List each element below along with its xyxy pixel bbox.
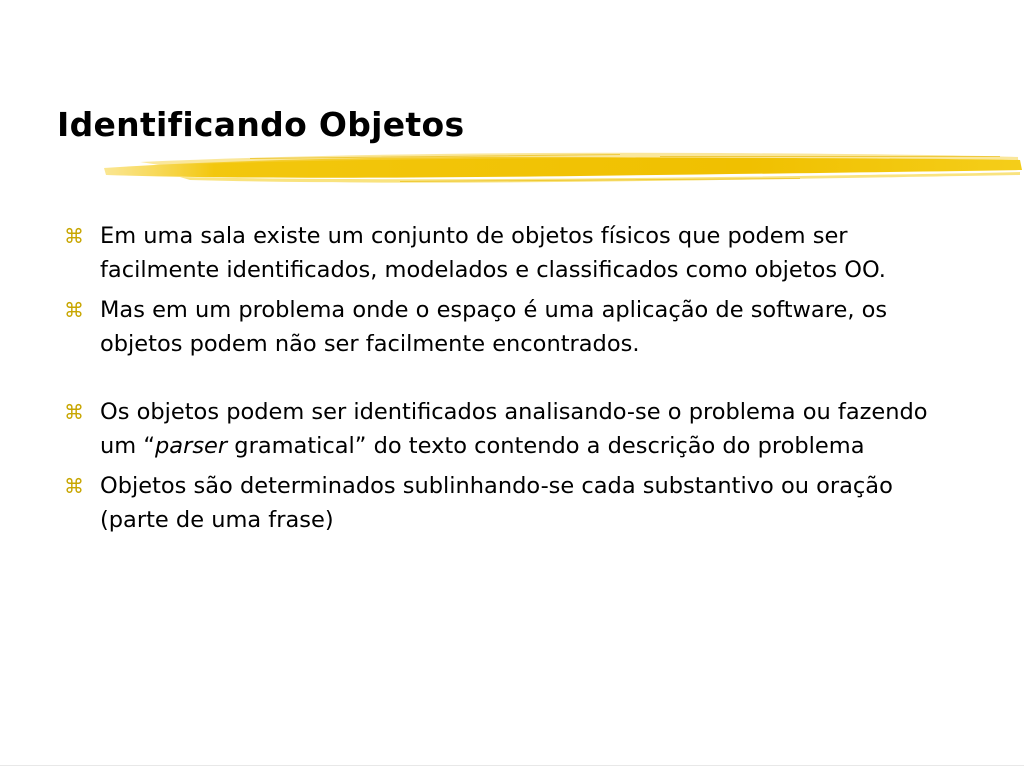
command-key-icon: ⌘ <box>64 474 84 498</box>
command-key-icon: ⌘ <box>64 224 84 248</box>
bullet-text: Em uma sala existe um conjunto de objetos físicos que podem ser facilmente identificados, modelados e classificados como objetos OO. <box>100 223 886 283</box>
bullet-item <box>62 396 962 463</box>
bullet-text-part: gramatical” do texto contendo a descrição do problema <box>227 432 865 459</box>
bullet-text <box>100 399 928 459</box>
title-underline-brush-stroke <box>100 148 1024 188</box>
slide-title: Identificando Objetos <box>57 105 465 144</box>
bullet-item <box>62 294 962 361</box>
bullet-item <box>62 470 962 537</box>
command-key-icon: ⌘ <box>64 298 84 322</box>
bullet-text-part: Os objetos podem ser identificados analisando-se o problema ou fazendo um “ <box>100 399 928 459</box>
emphasized-word: parser <box>155 432 228 459</box>
footer-divider <box>0 765 1024 766</box>
bullet-list <box>62 220 962 544</box>
bullet-text: Objetos são determinados sublinhando-se cada substantivo ou oração (parte de uma frase) <box>100 473 893 533</box>
bullet-item <box>62 220 962 287</box>
bullet-text: Mas em um problema onde o espaço é uma aplicação de software, os objetos podem não ser facilmente encontrados. <box>100 297 888 357</box>
command-key-icon: ⌘ <box>64 400 84 424</box>
